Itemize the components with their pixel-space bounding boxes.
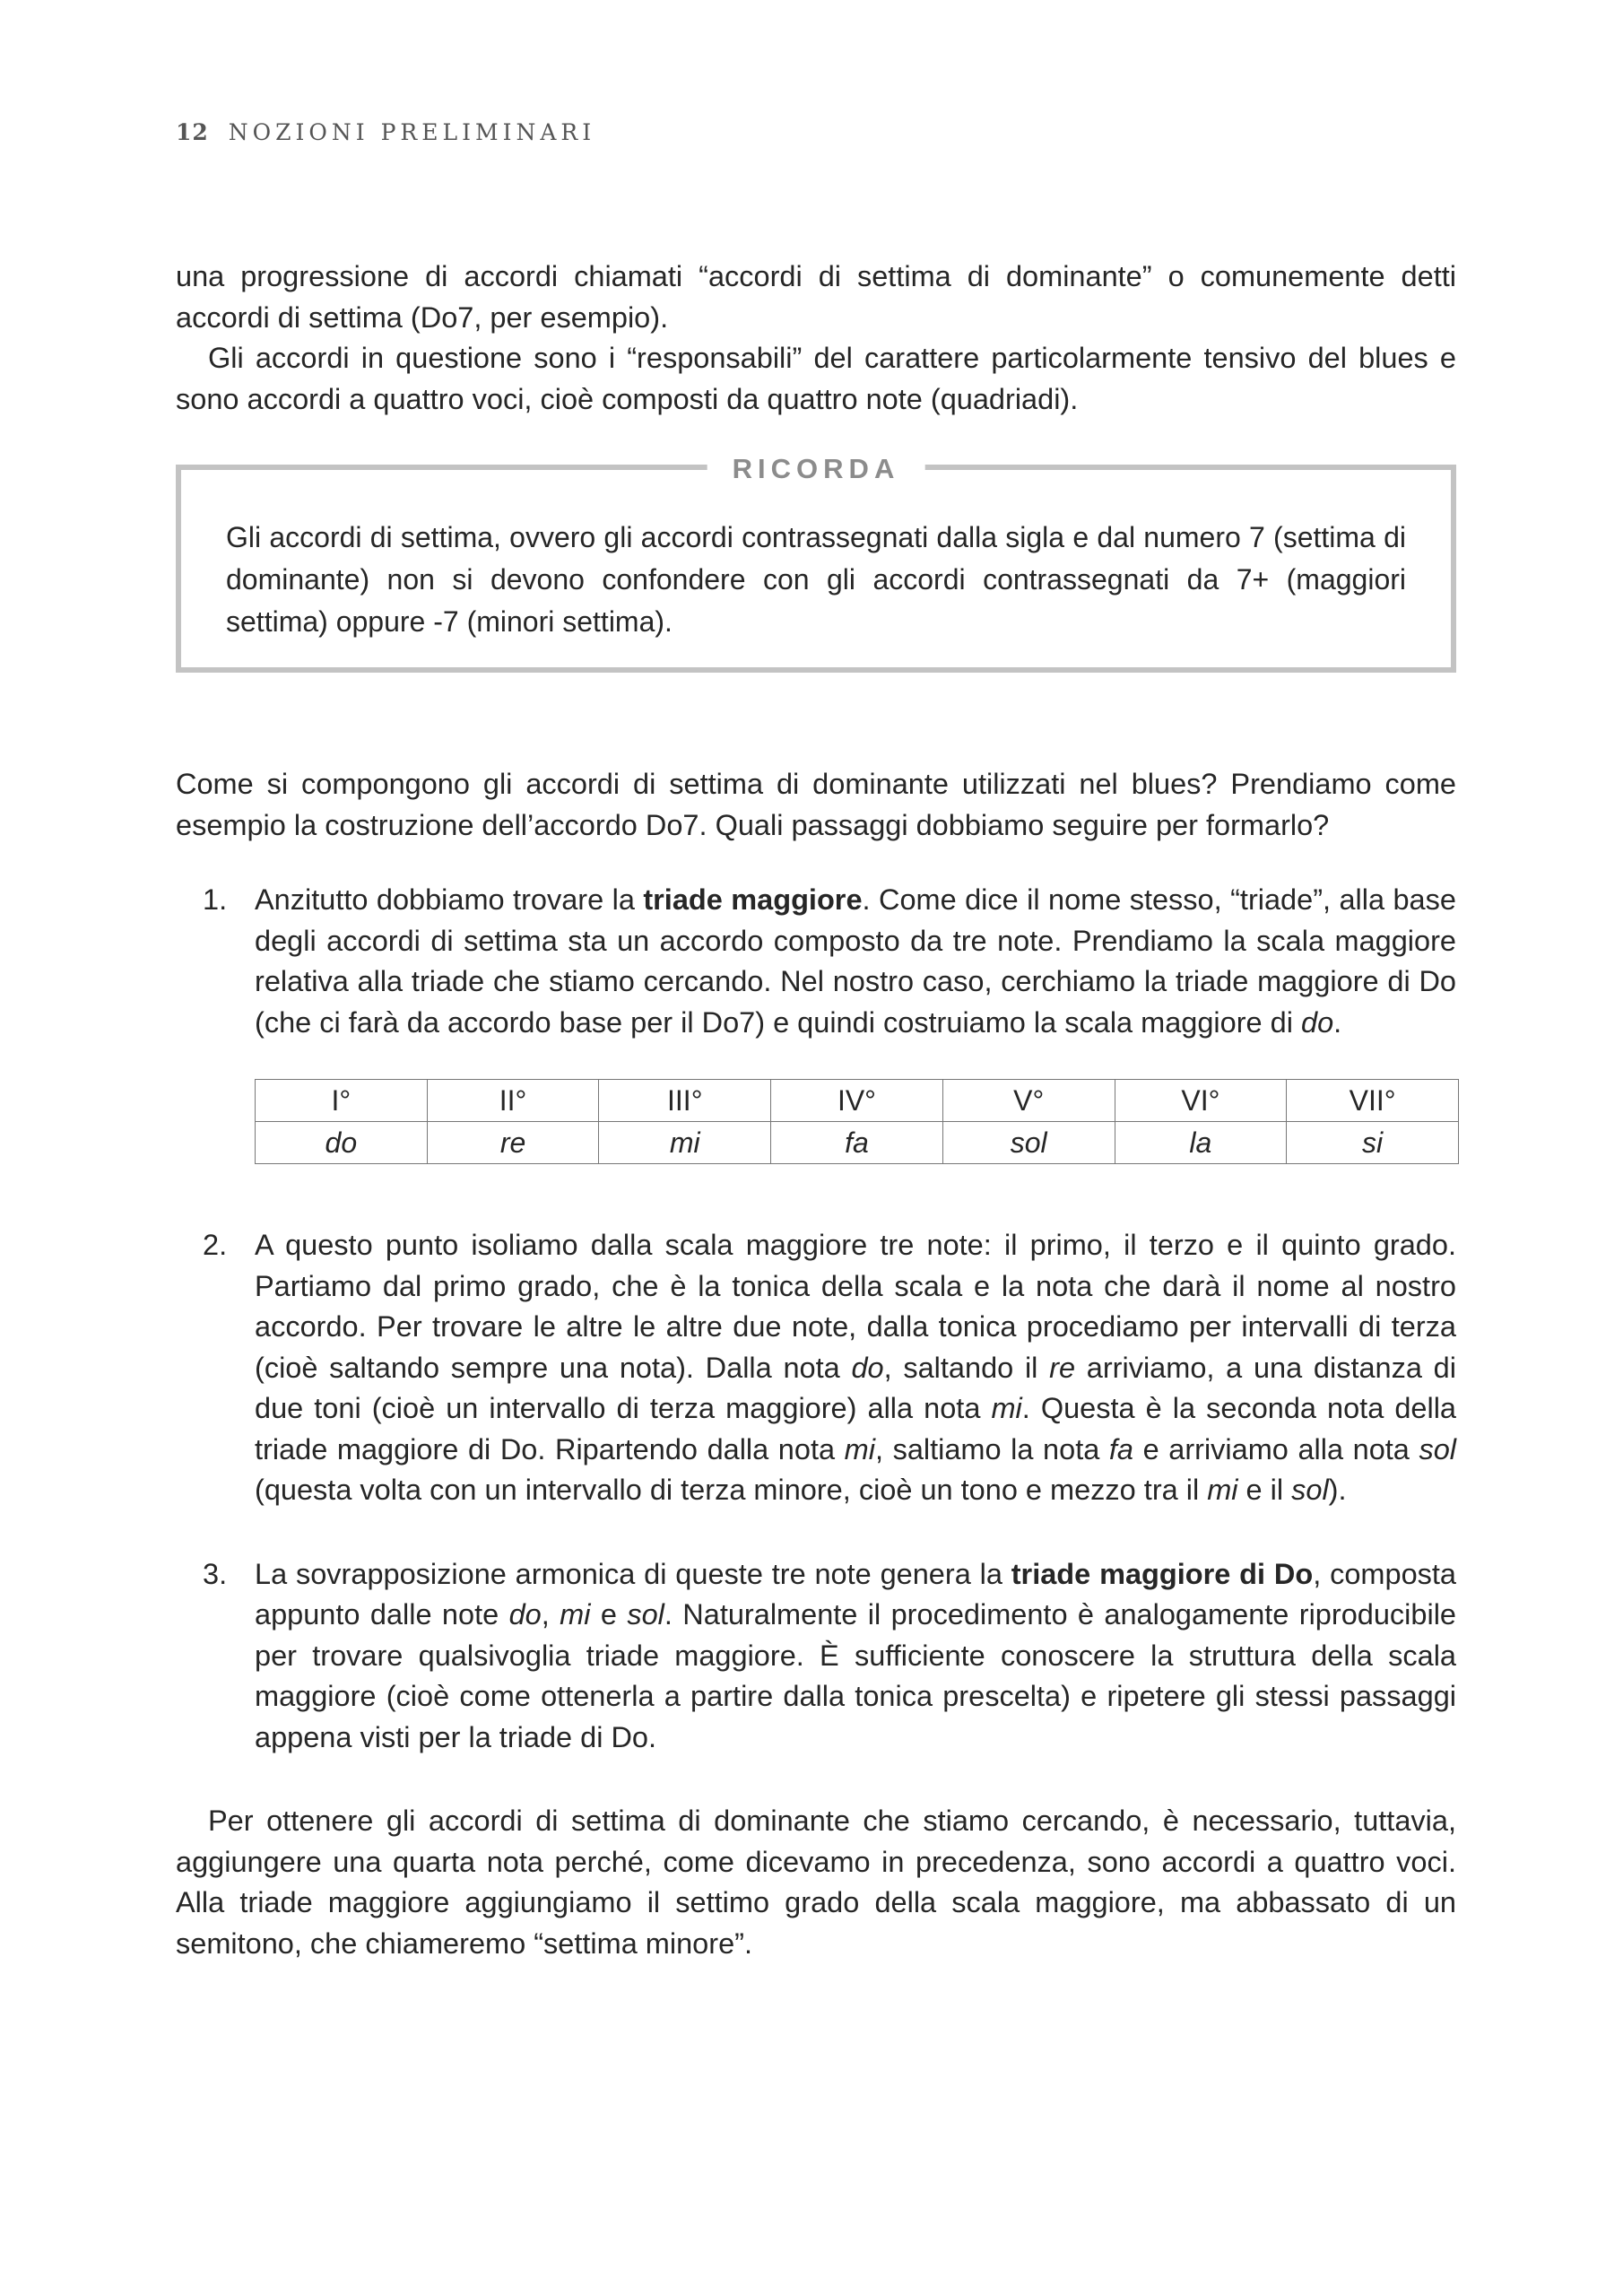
- ricorda-text: Gli accordi di settima, ovvero gli accordi contrassegnati dalla sigla e dal numero 7 (settima di dominante) non si devono confondere con gli accordi contrassegnati da 7+ (maggiori settima) oppure -7 (minori settima).: [226, 521, 1406, 638]
- list-item-text: La sovrapposizione armonica di queste tre note genera la triade maggiore di Do, composta appunto dalle note do, mi e sol. Naturalmente il procedimento è analogamente riproducibile per trovare qualsivoglia triade maggiore. È sufficiente conoscere la struttura della scala maggiore (cioè come ottenerla a partire dalla tonica prescelta) e ripetere gli stessi passaggi appena visti per la triade di Do.: [255, 1557, 1456, 1753]
- list-item-text: Anzitutto dobbiamo trovare la triade maggiore. Come dice il nome stesso, “triade”, alla base degli accordi di settima sta un accordo composto da tre note. Prendiamo la scala maggiore relativa alla triade che stiamo cercando. Nel nostro caso, cerchiamo la triade maggiore di Do (che ci farà da accordo base per il Do7) e quindi costruiamo la scala maggiore di do.: [255, 883, 1456, 1039]
- note-cell: sol: [942, 1122, 1115, 1164]
- degree-cell: I°: [256, 1080, 428, 1122]
- list-marker: 1.: [203, 883, 228, 916]
- note-cell: la: [1115, 1122, 1287, 1164]
- list-item-text: A questo punto isoliamo dalla scala maggiore tre note: il primo, il terzo e il quinto grado. Partiamo dal primo grado, che è la tonica della scala e la nota che darà il nome al nostro accordo. Per trovare le altre le altre due note, dalla tonica procediamo per intervalli di terza (cioè saltando sempre una nota). Dalla nota do, saltando il re arriviamo, a una distanza di due toni (cioè un intervallo di terza maggiore) alla nota mi. Questa è la seconda nota della triade maggiore di Do. Ripartendo dalla nota mi, saltiamo la nota fa e arriviamo alla nota sol (questa volta con un intervallo di terza minore, cioè un tono e mezzo tra il mi e il sol).: [255, 1229, 1457, 1506]
- running-header: [176, 119, 595, 145]
- ricorda-box: [176, 453, 1456, 673]
- note-cell: fa: [771, 1122, 943, 1164]
- degree-cell: VII°: [1287, 1080, 1459, 1122]
- note-cell: do: [256, 1122, 428, 1164]
- scale-degrees-table: [255, 1079, 1459, 1164]
- intro-paragraph-2: Gli accordi in questione sono i “responsabili” del carattere particolarmente tensivo del blues e sono accordi a quattro voci, cioè composti da quattro note (quadriadi).: [176, 342, 1456, 415]
- note-cell: re: [427, 1122, 599, 1164]
- question-paragraph: Come si compongono gli accordi di settima di dominante utilizzati nel blues? Prendiamo come esempio la costruzione dell’accordo Do7. Quali passaggi dobbiamo seguire per formarlo?: [176, 768, 1456, 841]
- degree-cell: V°: [942, 1080, 1115, 1122]
- page-number: 12: [176, 119, 209, 145]
- note-cell: mi: [599, 1122, 771, 1164]
- final-paragraph: Per ottenere gli accordi di settima di dominante che stiamo cercando, è necessario, tuttavia, aggiungere una quarta nota perché, come dicevamo in precedenza, sono accordi a quattro voci. Alla triade maggiore aggiungiamo il settimo grado della scala maggiore, ma abbassato di un semitono, che chiameremo “settima minore”.: [176, 1805, 1456, 1960]
- note-cell: si: [1287, 1122, 1459, 1164]
- degree-cell: II°: [427, 1080, 599, 1122]
- section-title: NOZIONI PRELIMINARI: [228, 119, 596, 145]
- degree-cell: IV°: [771, 1080, 943, 1122]
- table-row: [256, 1122, 1459, 1164]
- list-item: [176, 1554, 1456, 1759]
- page-body: [176, 257, 1456, 1964]
- list-item: [176, 880, 1456, 1164]
- ricorda-label: RICORDA: [707, 448, 925, 490]
- list-marker: 2.: [203, 1229, 228, 1261]
- degree-cell: VI°: [1115, 1080, 1287, 1122]
- steps-list: [176, 880, 1456, 1758]
- table-row: [256, 1080, 1459, 1122]
- list-marker: 3.: [203, 1557, 228, 1590]
- intro-paragraph-1: una progressione di accordi chiamati “accordi di settima di dominante” o comunemente detti accordi di settima (Do7, per esempio).: [176, 260, 1456, 334]
- degree-cell: III°: [599, 1080, 771, 1122]
- list-item: [176, 1225, 1456, 1511]
